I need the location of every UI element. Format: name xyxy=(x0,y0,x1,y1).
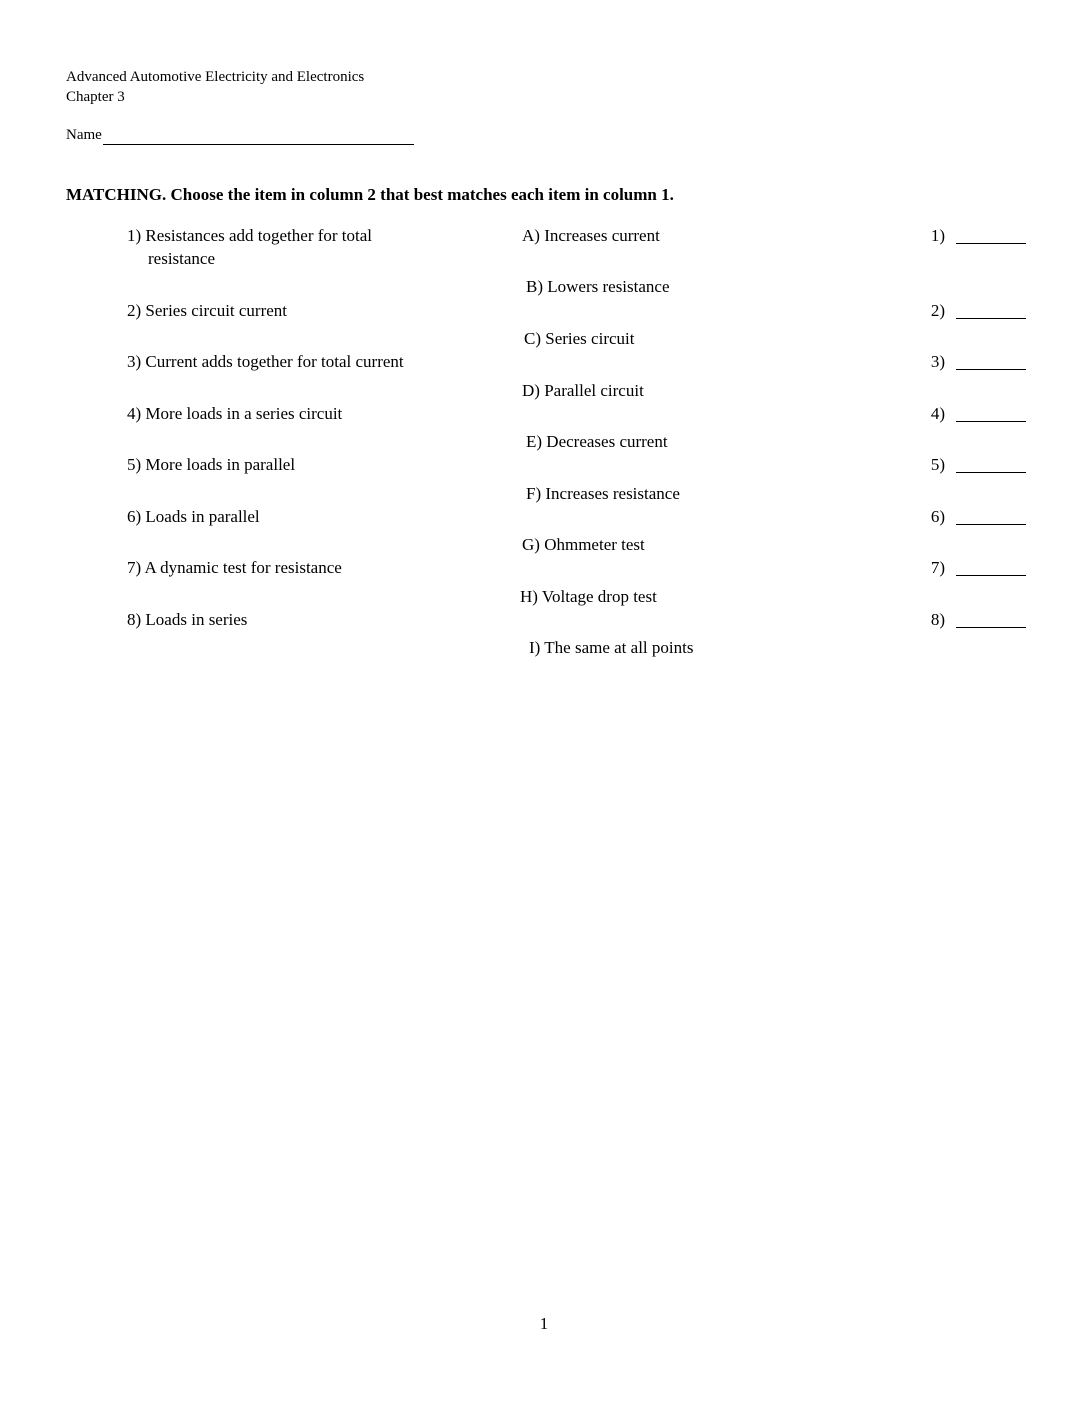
answer-label-3: 3) xyxy=(930,352,945,371)
name-label: Name xyxy=(66,127,102,143)
answer-blank-4[interactable] xyxy=(956,421,1026,422)
question-item-6 xyxy=(127,505,260,528)
choice-label: H) xyxy=(520,587,538,606)
answer-label-2: 2) xyxy=(930,301,945,320)
choice-label: C) xyxy=(524,329,541,348)
choice-label: F) xyxy=(526,484,542,503)
question-label: 3) xyxy=(127,352,142,371)
chapter-label: Chapter 3 xyxy=(66,89,125,105)
choice-item-b xyxy=(526,275,670,298)
question-label: 1) xyxy=(127,226,142,245)
question-item-8 xyxy=(127,608,247,631)
name-row xyxy=(66,125,414,145)
choice-item-h xyxy=(520,585,657,608)
answer-label-6: 6) xyxy=(930,507,945,526)
choice-label: E) xyxy=(526,432,543,451)
answer-blank-2[interactable] xyxy=(956,318,1026,319)
answer-label-7: 7) xyxy=(930,558,945,577)
question-item-1 xyxy=(127,224,372,247)
choice-item-c xyxy=(524,327,634,350)
answer-blank-5[interactable] xyxy=(956,472,1026,473)
choice-item-d xyxy=(522,379,644,402)
choice-text: Ohmmeter test xyxy=(544,535,645,554)
question-item-2 xyxy=(127,299,287,322)
page-number: 1 xyxy=(539,1314,549,1333)
choice-text: The same at all points xyxy=(544,638,694,657)
choice-label: G) xyxy=(522,535,540,554)
question-item-7 xyxy=(127,556,342,579)
question-item-4 xyxy=(127,402,342,425)
question-label: 4) xyxy=(127,404,142,423)
question-item-1-continued: resistance xyxy=(148,249,216,268)
answer-label-1: 1) xyxy=(930,226,945,245)
choice-text: Series circuit xyxy=(545,329,635,348)
question-label: 8) xyxy=(127,610,142,629)
choice-label: I) xyxy=(529,638,541,657)
choice-label: B) xyxy=(526,277,543,296)
question-label: 6) xyxy=(127,507,142,526)
question-item-3 xyxy=(127,350,404,373)
answer-label-5: 5) xyxy=(930,455,945,474)
choice-text: Decreases current xyxy=(546,432,668,451)
name-field[interactable] xyxy=(103,128,414,145)
choice-label: A) xyxy=(522,226,540,245)
choice-text: Parallel circuit xyxy=(544,381,644,400)
question-text: Loads in series xyxy=(145,610,248,629)
matching-instructions: MATCHING. Choose the item in column 2 that best matches each item in column 1. xyxy=(66,185,674,204)
choice-item-e xyxy=(526,430,668,453)
choice-text: Lowers resistance xyxy=(547,277,670,296)
question-text: Current adds together for total current xyxy=(145,352,404,371)
choice-item-f xyxy=(526,482,680,505)
answer-blank-7[interactable] xyxy=(956,575,1026,576)
answer-blank-8[interactable] xyxy=(956,627,1026,628)
choice-text: Increases current xyxy=(544,226,660,245)
question-label: 7) xyxy=(127,558,142,577)
answer-label-8: 8) xyxy=(930,610,945,629)
question-text: More loads in parallel xyxy=(145,455,296,474)
question-text: More loads in a series circuit xyxy=(145,404,343,423)
choice-label: D) xyxy=(522,381,540,400)
question-text: A dynamic test for resistance xyxy=(144,558,342,577)
choice-item-g xyxy=(522,533,645,556)
choice-item-a xyxy=(522,224,660,247)
choice-text: Increases resistance xyxy=(545,484,680,503)
answer-blank-3[interactable] xyxy=(956,369,1026,370)
choice-item-i xyxy=(529,636,693,659)
question-label: 2) xyxy=(127,301,142,320)
question-text: Resistances add together for total xyxy=(145,226,373,245)
answer-blank-1[interactable] xyxy=(956,243,1026,244)
choice-text: Voltage drop test xyxy=(541,587,657,606)
question-item-5 xyxy=(127,453,295,476)
answer-blank-6[interactable] xyxy=(956,524,1026,525)
course-title: Advanced Automotive Electricity and Electronics xyxy=(66,69,365,85)
question-text: Loads in parallel xyxy=(145,507,260,526)
question-text: Series circuit current xyxy=(145,301,288,320)
answer-label-4: 4) xyxy=(930,404,945,423)
question-label: 5) xyxy=(127,455,142,474)
